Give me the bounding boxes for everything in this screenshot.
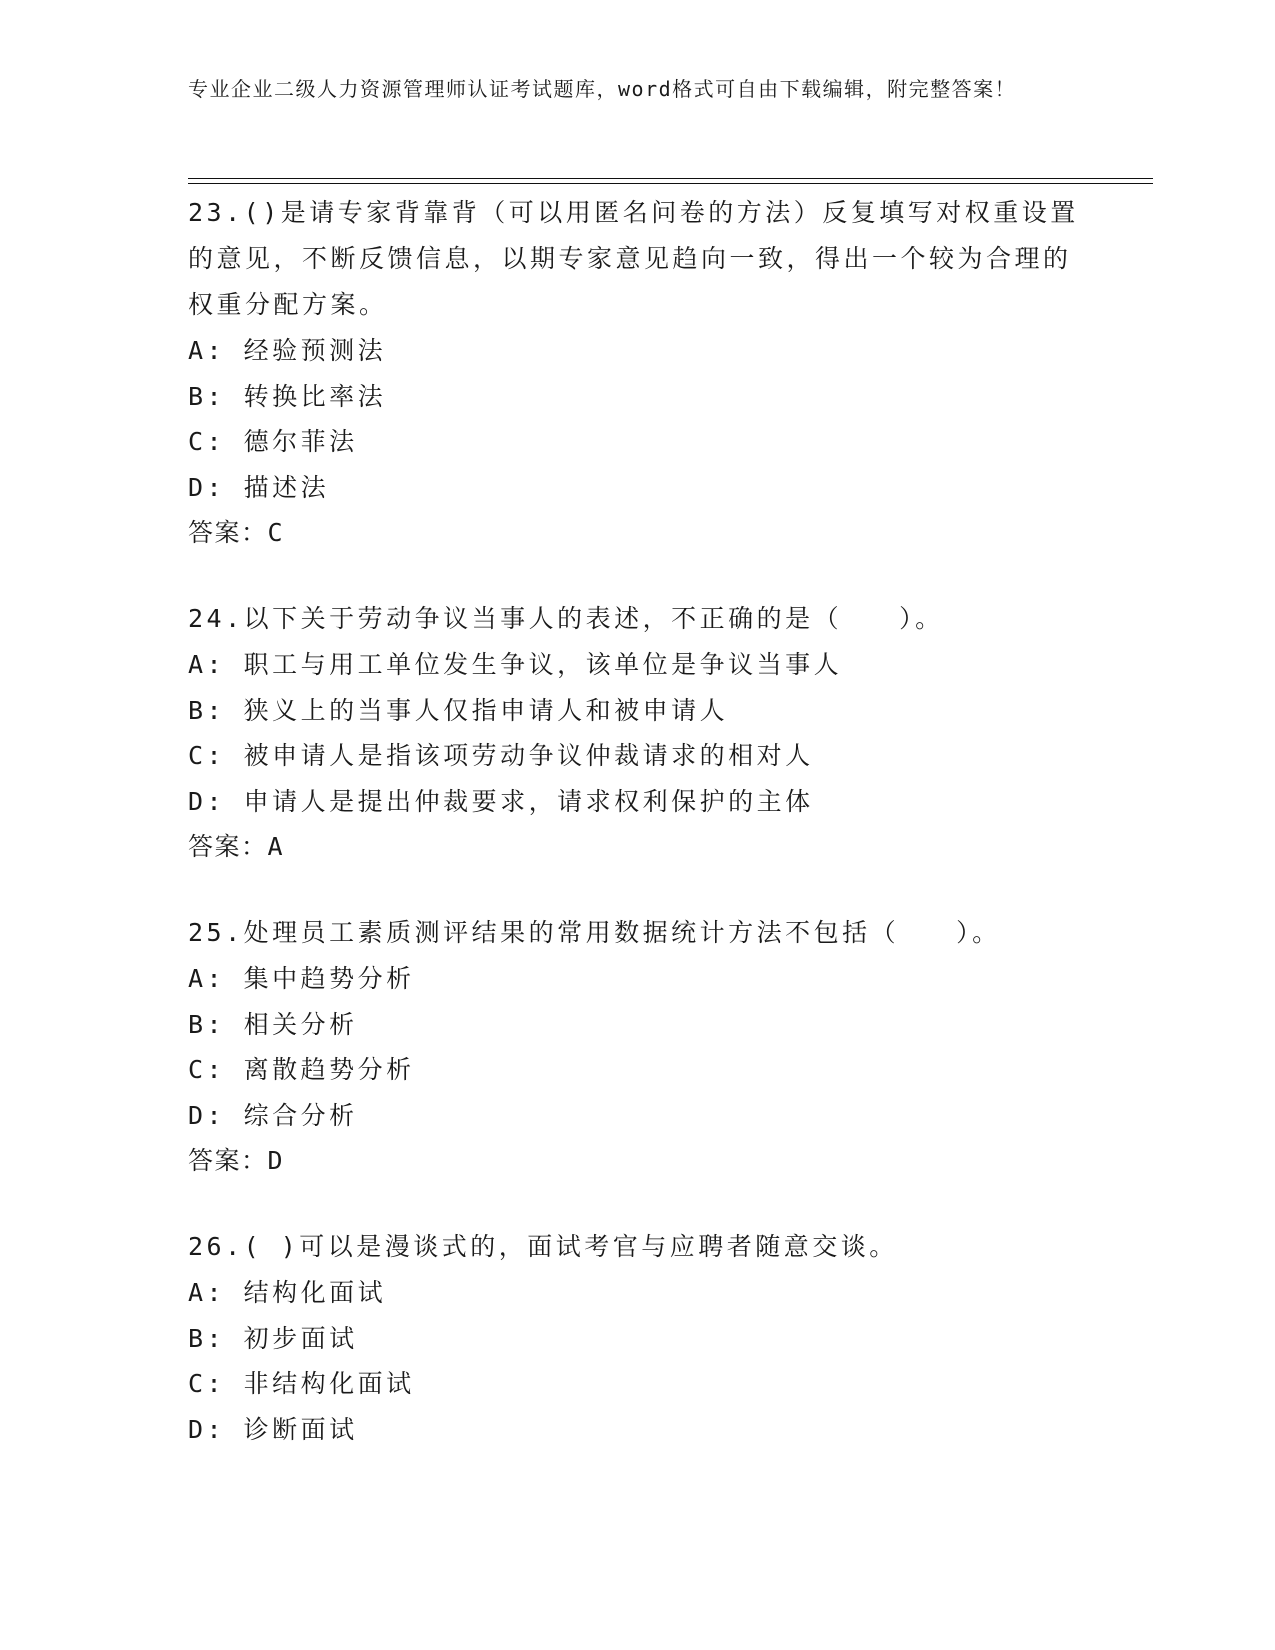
option-c: C: 德尔菲法 [188, 427, 358, 456]
question-23 [188, 190, 1088, 556]
option-b: B: 狭义上的当事人仅指申请人和被申请人 [188, 695, 729, 725]
answer-line [188, 1138, 1088, 1184]
option-b: B: 初步面试 [188, 1323, 358, 1353]
option-c: C: 非结构化面试 [188, 1369, 415, 1398]
header-rule-top [188, 178, 1153, 179]
document-header: 专业企业二级人力资源管理师认证考试题库，word格式可自由下载编辑，附完整答案！ [188, 77, 1017, 101]
question-stem: 26.( )可以是漫谈式的，面试考官与应聘者随意交谈。 [188, 1232, 898, 1261]
question-stem: 25.处理员工素质测评结果的常用数据统计方法不包括（ ）。 [188, 918, 1001, 947]
question-stem: 24.以下关于劳动争议当事人的表述，不正确的是（ ）。 [188, 604, 944, 633]
option-a: A: 职工与用工单位发生争议，该单位是争议当事人 [188, 650, 843, 679]
option-c: C: 被申请人是指该项劳动争议仲裁请求的相对人 [188, 741, 814, 770]
option-b: B: 相关分析 [188, 1009, 358, 1039]
answer-value: D [267, 1146, 285, 1175]
question-25 [188, 910, 1088, 1184]
option-b: B: 转换比率法 [188, 381, 387, 411]
option-d: D: 综合分析 [188, 1100, 358, 1130]
answer-line [188, 510, 1088, 556]
option-d: D: 申请人是提出仲裁要求，请求权利保护的主体 [188, 786, 814, 816]
answer-value: A [267, 832, 285, 861]
answer-label: 答案： [188, 832, 268, 861]
option-d: D: 描述法 [188, 472, 330, 502]
header-rule-bottom [188, 183, 1153, 184]
option-a: A: 结构化面试 [188, 1278, 387, 1307]
answer-value: C [267, 518, 285, 547]
option-a: A: 集中趋势分析 [188, 964, 415, 993]
answer-line [188, 824, 1088, 870]
option-d: D: 诊断面试 [188, 1414, 358, 1444]
question-26 [188, 1224, 1088, 1452]
answer-label: 答案： [188, 1146, 268, 1175]
answer-label: 答案： [188, 518, 268, 547]
option-c: C: 离散趋势分析 [188, 1055, 415, 1084]
question-list [188, 190, 1088, 1492]
question-stem: 23.()是请专家背靠背（可以用匿名问卷的方法）反复填写对权重设置的意见，不断反馈信息，以期专家意见趋向一致，得出一个较为合理的权重分配方案。 [188, 198, 1079, 319]
question-24 [188, 596, 1088, 870]
option-a: A: 经验预测法 [188, 336, 387, 365]
